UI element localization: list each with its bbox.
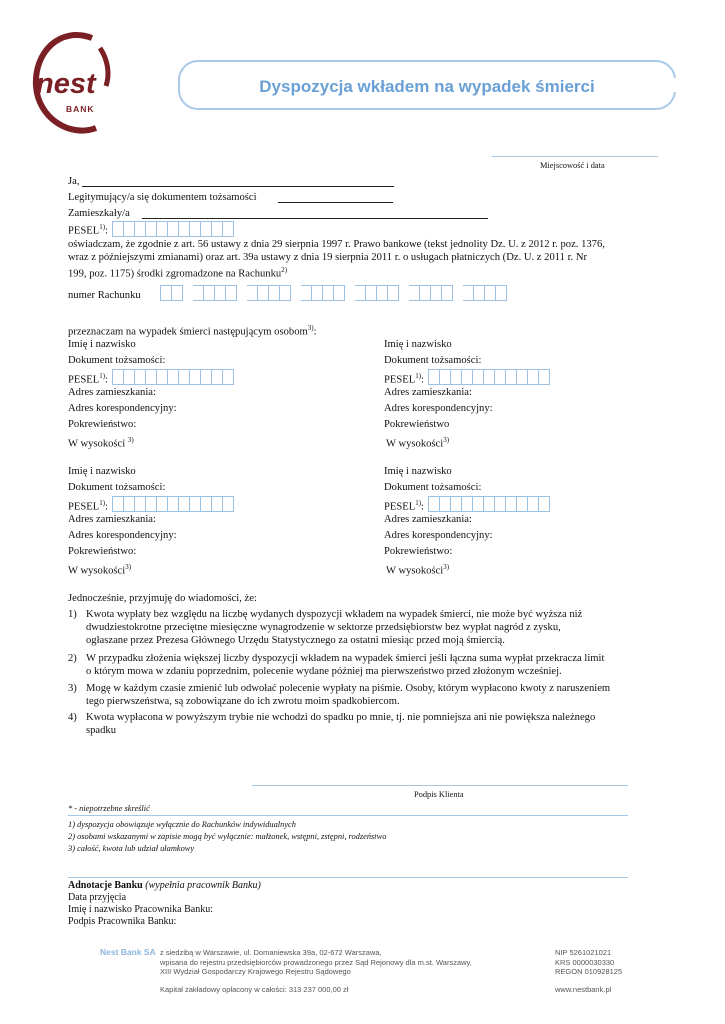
ack-item-1: 1) Kwota wypłaty bez względu na liczbę wydanych dyspozycji wkładem na wypadek śmierci, nie może być wyższa niż dwudziestokrotne przeciętne miesięczne wynagrodzenie w sektorze przedsiębiorstw bez wypłat nagród z zysku, ogłaszane przez Prezesa Głównego Urzędu Statystycznego za ostatni miesiąc przed moją śmiercią. [68, 609, 583, 646]
declaration-line-3-text: 199, poz. 1175) środki zgromadzone na Rachunku [68, 268, 282, 280]
beneficiary-amount-label: W wysokości $^{3)}$ [68, 436, 134, 450]
beneficiary-amount-label: W wysokości$^{3)}$ [386, 436, 450, 450]
strike-note: * - niepotrzebne skreślić [68, 804, 150, 813]
place-date-line [492, 156, 658, 157]
nest-bank-logo [30, 30, 114, 140]
ack-item-4: 4) Kwota wypłacona w powyższym trybie nie wchodzi do spadku po mnie, tj. nie pomniejsza ani nie powiększa należnego spadku [68, 712, 596, 736]
ja-label: Ja, [68, 176, 80, 187]
address-label: Zamieszkały/a [68, 208, 130, 219]
beneficiary-addr-label: Adres zamieszkania: [68, 514, 156, 525]
beneficiary-doc-label: Dokument tożsamości: [68, 482, 166, 493]
beneficiary-corr-label: Adres korespondencyjny: [68, 403, 177, 414]
beneficiary-addr-label: Adres zamieszkania: [384, 387, 472, 398]
beneficiary-pesel-boxes[interactable] [428, 496, 550, 511]
ack-item-3: 3) Mogę w każdym czasie zmienić lub odwołać polecenie wypłaty na piśmie. Osoby, którym wypłacono kwoty z naruszeniem tego pierwszeństwa, są zobowiązane do ich zwrotu moim spadkobiercom. [68, 683, 611, 707]
declaration-line-1: oświadczam, że zgodnie z art. 56 ustawy z dnia 29 sierpnia 1997 r. Prawo bankowe (tekst jednolity Dz. U. z 2012 r. poz. 1376, [68, 239, 605, 250]
beneficiary-name-label: Imię i nazwisko [68, 466, 136, 477]
beneficiary-doc-label: Dokument tożsamości: [68, 355, 166, 366]
beneficiary-corr-label: Adres korespondencyjny: [68, 530, 177, 541]
page-title: Dyspozycja wkładem na wypadek śmierci [259, 77, 595, 96]
address-field[interactable] [142, 218, 488, 219]
beneficiary-name-label: Imię i nazwisko [384, 466, 452, 477]
footnote-ref: 3) [307, 324, 314, 332]
beneficiary-name-label: Imię i nazwisko [384, 339, 452, 350]
beneficiary-pesel-label: PESEL$^{1)}$: [68, 499, 108, 513]
place-date-label: Miejscowość i data [540, 161, 605, 170]
footer-capital: Kapitał zakładowy opłacony w całości: 313 237 000,00 zł [160, 985, 349, 994]
beneficiary-kin-label: Pokrewieństwo: [68, 546, 137, 557]
id-field[interactable] [278, 202, 393, 203]
beneficiary-addr-label: Adres zamieszkania: [384, 514, 472, 525]
beneficiary-corr-label: Adres korespondencyjny: [384, 403, 493, 414]
beneficiary-doc-label: Dokument tożsamości: [384, 355, 482, 366]
beneficiary-pesel-boxes[interactable] [428, 369, 550, 384]
footnote-2: 2) osobami wskazanymi w zapisie mogą być wyłącznie: małżonek, wstępni, zstępni, rodzeństwo [68, 832, 387, 841]
pesel-boxes-main[interactable] [112, 221, 234, 236]
footer-website[interactable]: www.nestbank.pl [555, 985, 612, 994]
bank-employee-label: Imię i nazwisko Pracownika Banku: [68, 904, 213, 915]
designate-label-text: przeznaczam na wypadek śmierci następującym osobom [68, 326, 308, 338]
bank-signature-label: Podpis Pracownika Banku: [68, 916, 177, 927]
designate-label: przeznaczam na wypadek śmierci następującym osobom$^{3)}$: [68, 324, 317, 338]
footer-registry: NIP 5261021021 KRS 0000030330 REGON 010928125 [555, 948, 623, 976]
ack-item-2: 2) W przypadku złożenia większej liczby dyspozycji wkładem na wypadek śmierci jeśli łączna suma wypłat przekracza limit o którym mowa w zdaniu poprzednim, polecenie wydane później ma pierwszeństwo przed złożonym wcześniej. [68, 653, 605, 677]
beneficiary-name-label: Imię i nazwisko [68, 339, 136, 350]
beneficiary-pesel-boxes[interactable] [112, 369, 234, 384]
client-signature-line[interactable] [252, 785, 628, 786]
logo-subtitle: BANK [66, 104, 95, 114]
bank-divider [68, 877, 628, 878]
bank-date-label: Data przyjęcia [68, 892, 127, 903]
bank-notes-title: Adnotacje Banku (wypełnia pracownik Banku) [68, 880, 261, 891]
account-label: numer Rachunku [68, 290, 141, 301]
declaration-line-3 [68, 264, 287, 281]
ack-intro: Jednocześnie, przyjmuję do wiadomości, że: [68, 593, 257, 604]
account-boxes[interactable] [160, 285, 507, 300]
title-frame [178, 60, 676, 110]
name-field[interactable] [82, 186, 394, 187]
beneficiary-kin-label: Pokrewieństwo: [68, 419, 137, 430]
beneficiary-doc-label: Dokument tożsamości: [384, 482, 482, 493]
beneficiary-amount-label: W wysokości$^{3)}$ [386, 563, 450, 577]
pesel-label-text: PESEL [68, 225, 100, 237]
notes-divider [68, 815, 628, 816]
beneficiary-corr-label: Adres korespondencyjny: [384, 530, 493, 541]
beneficiary-pesel-label: PESEL$^{1)}$: [384, 499, 424, 513]
declaration-line-2: wraz z późniejszymi zmianami) oraz art. 39a ustawy z dnia 19 sierpnia 2011 r. o usługach płatniczych (Dz. U. z 2011 r. Nr [68, 252, 588, 263]
beneficiary-pesel-label: PESEL$^{1)}$: [384, 372, 424, 386]
pesel-label: PESEL$^{1)}$: [68, 223, 108, 237]
beneficiary-kin-label: Pokrewieństwo [384, 419, 450, 430]
footnote-ref: 1) [99, 223, 106, 231]
id-label: Legitymujący/a się dokumentem tożsamości [68, 192, 257, 203]
beneficiary-kin-label: Pokrewieństwo: [384, 546, 453, 557]
footnote-3: 3) całość, kwota lub udział ułamkowy [68, 844, 195, 853]
beneficiary-addr-label: Adres zamieszkania: [68, 387, 156, 398]
beneficiary-amount-label: W wysokości$^{3)}$ [68, 563, 132, 577]
footnote-1: 1) dyspozycja obowiązuje wyłącznie do Rachunków indywidualnych [68, 820, 296, 829]
footer-address: z siedzibą w Warszawie, ul. Domaniewska 39a, 02-672 Warszawa, wpisana do rejestru przedsiębiorców prowadzonego przez Sąd Rejonowy dla m.st. Warszawy, XIII Wydział Gospodarczy Krajowego Rejestru Sądowego [160, 948, 472, 976]
beneficiary-pesel-label: PESEL$^{1)}$: [68, 372, 108, 386]
logo-wordmark: nest [36, 68, 96, 100]
footer-bank-name: Nest Bank SA [100, 947, 156, 957]
client-signature-label: Podpis Klienta [414, 790, 464, 799]
beneficiary-pesel-boxes[interactable] [112, 496, 234, 511]
footnote-ref: 2) [281, 266, 288, 274]
